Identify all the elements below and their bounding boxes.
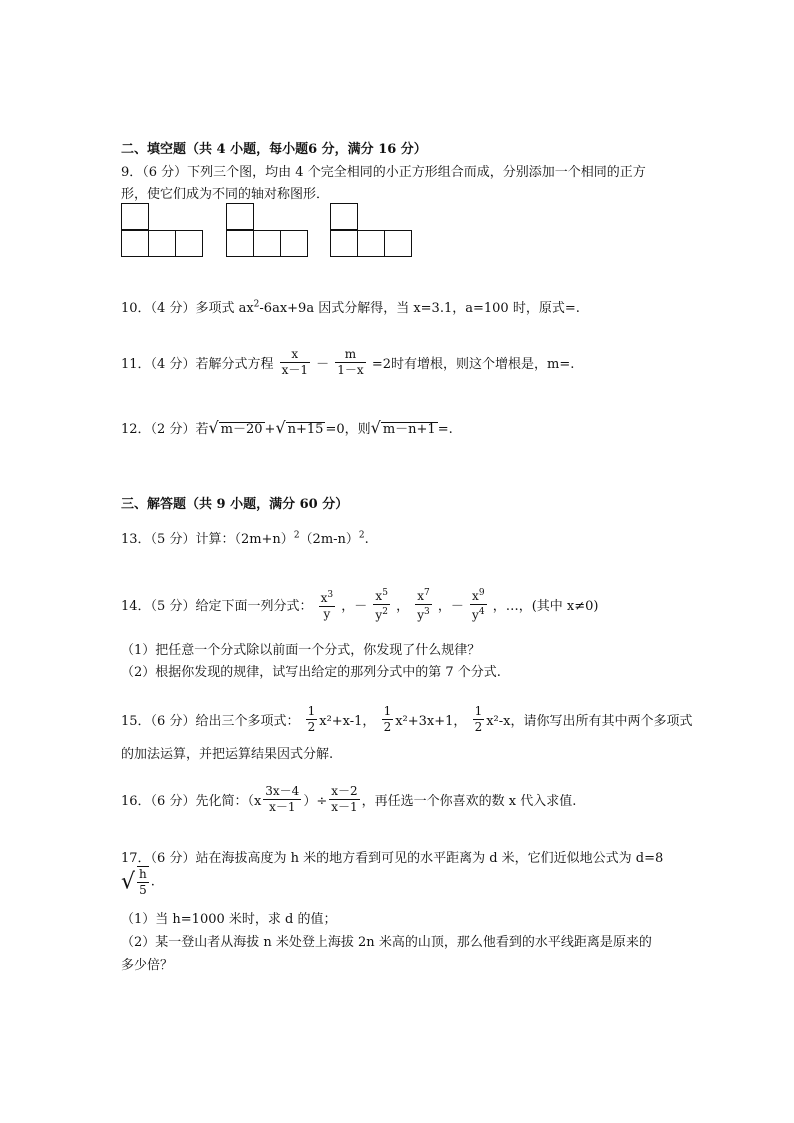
- q15: 15．（6 分）给出三个多项式： $\frac{1}{2}$ x²+x-1， $\frac{1}{2}$ x²+3x+1， $\frac{1}{2}$ x²-x，请你写出所有其中两个多项式: [121, 704, 693, 734]
- q14: 14．（5 分）给定下面一列分式： $\frac{x^3}{y}$ ，－ $\frac{x^5}{y^2}$ ， $\frac{x^7}{y^3}$ ，－ $\frac{x^9}{y^4}$ ，…，(其中 x≠0): [121, 588, 599, 622]
- q16: 16．（6 分）先化简：（x $\frac{3x-4}{x-1}$ ）÷ $\frac{x-2}{x-1}$ ，再任选一个你喜欢的数 x 代入求值.: [121, 784, 577, 814]
- q13: 13．（5 分）计算：$(2m+n)^2(2m-n)^2$.: [121, 530, 369, 547]
- section-3-title: 三、解答题（共 9 小题，满分 60 分）: [121, 497, 349, 512]
- q17-part2a: （2）某一登山者从海拔 n 米处登上海拔 2n 米高的山顶，那么他看到的水平线距离是原来的: [121, 935, 652, 950]
- q17-formula: √ $\frac{h}{5}$ .: [121, 867, 155, 897]
- q17-part1: （1）当 h=1000 米时，求 d 的值；: [121, 912, 337, 927]
- q11: 11．（4 分）若解分式方程 $\frac{x}{x-1}$ － $\frac{m}{1-x}$ =2时有增根，则这个增根是，m=.: [121, 347, 575, 377]
- section-2-title: 二、填空题（共 4 小题，每小题6 分，满分 16 分）: [121, 142, 427, 157]
- q15-line2: 的加法运算，并把运算结果因式分解.: [121, 747, 334, 762]
- q10: 10．（4 分）多项式 $ax^2-6ax+9a$ 因式分解得，当 x=3.1，a=100 时，原式=.: [121, 299, 580, 316]
- q9-line2: 形，使它们成为不同的轴对称图形．: [121, 187, 330, 202]
- q17-part2b: 多少倍？: [121, 958, 174, 973]
- q14-part1: （1）把任意一个分式除以前面一个分式，你发现了什么规律？: [121, 643, 481, 658]
- q14-part2: （2）根据你发现的规律，试写出给定的那列分式中的第 7 个分式.: [121, 665, 501, 680]
- q9-line1: 9．（6 分）下列三个图，均由 4 个完全相同的小正方形组合而成，分别添加一个相同的正方: [121, 165, 646, 180]
- q12: 12．（2 分）若√ m－20 +√ n+15 =0，则√ m－n+1 =.: [121, 418, 453, 437]
- q17-line1: 17．（6 分）站在海拔高度为 h 米的地方看到可见的水平距离为 d 米，它们近似地公式为 d=8: [121, 851, 664, 866]
